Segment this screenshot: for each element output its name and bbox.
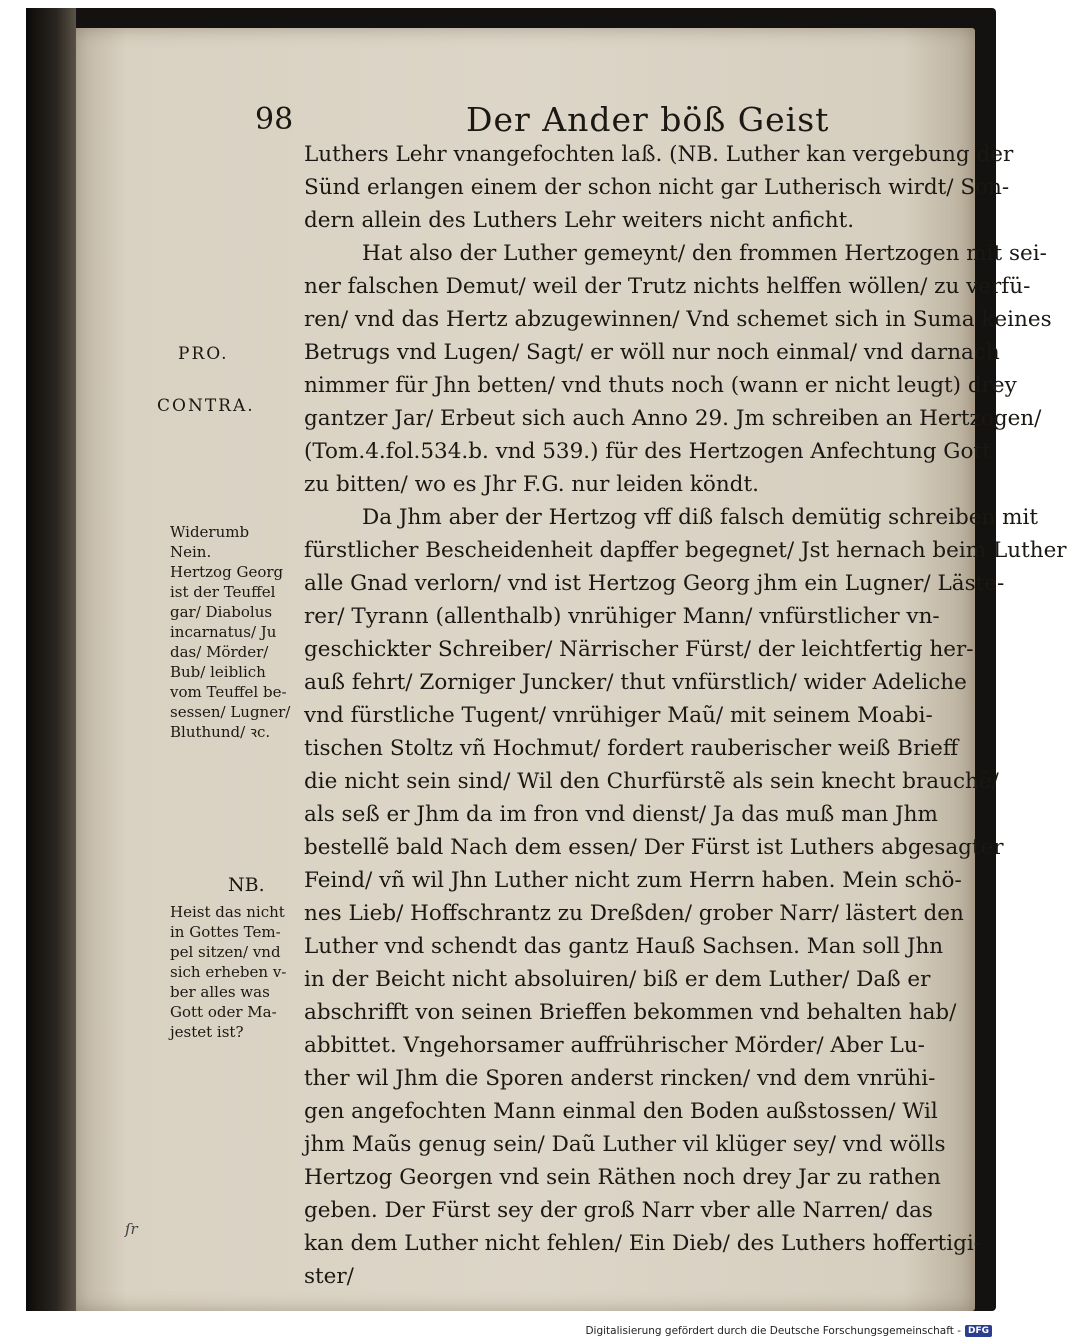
margin-note-widerumb [170,522,300,742]
text-line: nes Lieb/ Hoffschrantz zu Dreßden/ grober Narr/ lästert den [304,901,964,926]
page-number: 98 [255,102,294,137]
text-line: zu bitten/ wo es Jhr F.G. nur leiden köndt. [304,472,759,497]
text-line: geben. Der Fürst sey der groß Narr vber alle Narren/ das [304,1198,933,1223]
margin-note-line: Nein. [170,543,212,561]
digitization-credit [585,1325,992,1337]
text-line: alle Gnad verlorn/ vnd ist Hertzog Georg jhm ein Lugner/ Läste- [304,571,1005,596]
running-head: Der Ander böß Geist [466,100,830,139]
margin-note-line: Hertzog Georg [170,563,284,581]
text-line: abbittet. Vngehorsamer auffrührischer Mörder/ Aber Lu- [304,1033,925,1058]
margin-note-line: incarnatus/ Ju [170,623,277,641]
text-line: kan dem Luther nicht fehlen/ Ein Dieb/ des Luthers hoffertigi- [304,1231,982,1256]
margin-note-line: Heist das nicht [170,903,285,921]
text-line: dern allein des Luthers Lehr weiters nicht anficht. [304,208,855,233]
text-line: Da Jhm aber der Hertzog vff diß falsch demütig schreiben mit [362,505,1039,530]
credit-text: Digitalisierung gefördert durch die Deutsche Forschungsgemeinschaft - [585,1325,961,1337]
dfg-logo: DFG [965,1325,992,1337]
text-line: tischen Stoltz vñ Hochmut/ fordert rauberischer weiß Brieff [304,736,959,761]
text-line: ren/ vnd das Hertz abzugewinnen/ Vnd schemet sich in Suma keines [304,307,1052,332]
margin-nb: NB. [228,874,265,896]
text-line: rer/ Tyrann (allenthalb) vnrühiger Mann/ vnfürstlicher vn- [304,604,940,629]
text-line: Betrugs vnd Lugen/ Sagt/ er wöll nur noch einmal/ vnd darnach [304,340,1000,365]
book-spine [26,8,76,1311]
text-line: gen angefochten Mann einmal den Boden außstossen/ Wil [304,1099,938,1124]
stray-mark: ſr [125,1220,138,1238]
text-line: ner falschen Demut/ weil der Trutz nichts helffen wöllen/ zu verfü- [304,274,1031,299]
margin-note-line: sich erheben v- [170,963,287,981]
margin-note-line: pel sitzen/ vnd [170,943,281,961]
text-line: Feind/ vñ wil Jhn Luther nicht zum Herrn haben. Mein schö- [304,868,962,893]
text-line: (Tom.4.fol.534.b. vnd 539.) für des Hertzogen Anfechtung Gott [304,439,991,464]
body-text [304,138,1067,1293]
text-line: die nicht sein sind/ Wil den Churfürstẽ als sein knecht brauchẽ/ [304,769,999,794]
margin-note-heist [170,902,300,1042]
margin-note-line: Bub/ leiblich [170,663,266,681]
margin-pro: PRO. [178,344,229,364]
text-line: jhm Maũs genug sein/ Daũ Luther vil klüger sey/ vnd wölls [304,1132,946,1157]
margin-note-line: in Gottes Tem- [170,923,281,941]
margin-note-line: gar/ Diabolus [170,603,273,621]
text-line: fürstlicher Bescheidenheit dapffer begegnet/ Jst hernach beim Luther [304,538,1067,563]
text-line: ther wil Jhm die Sporen anderst rincken/ vnd dem vnrühi- [304,1066,936,1091]
text-line: geschickter Schreiber/ Närrischer Fürst/ der leichtfertig her- [304,637,974,662]
margin-note-line: Widerumb [170,523,250,541]
text-line: auß fehrt/ Zorniger Juncker/ thut vnfürstlich/ wider Adeliche [304,670,967,695]
margin-contra: CONTRA. [157,396,255,416]
text-line: Hertzog Georgen vnd sein Räthen noch drey Jar zu rathen [304,1165,941,1190]
text-line: Hat also der Luther gemeynt/ den frommen Hertzogen mit sei- [362,241,1047,266]
margin-note-line: Gott oder Ma- [170,1003,277,1021]
text-line: Luther vnd schendt das gantz Hauß Sachsen. Man soll Jhn [304,934,944,959]
margin-note-line: jestet ist? [170,1023,244,1041]
margin-note-line: Bluthund/ ꝛc. [170,723,271,741]
margin-note-line: das/ Mörder/ [170,643,269,661]
text-line: in der Beicht nicht absoluiren/ biß er dem Luther/ Daß er [304,967,931,992]
text-line: ster/ [304,1264,354,1289]
text-line: bestellẽ bald Nach dem essen/ Der Fürst ist Luthers abgesagter [304,835,1004,860]
margin-note-line: ist der Teuffel [170,583,276,601]
text-line: abschrifft von seinen Brieffen bekommen vnd behalten hab/ [304,1000,957,1025]
text-line: nimmer für Jhn betten/ vnd thuts noch (wann er nicht leugt) drey [304,373,1017,398]
margin-note-line: sessen/ Lugner/ [170,703,291,721]
margin-note-line: ber alles was [170,983,270,1001]
text-line: als seß er Jhm da im fron vnd dienst/ Ja das muß man Jhm [304,802,938,827]
text-line: Luthers Lehr vnangefochten laß. (NB. Luther kan vergebung der [304,142,1014,167]
margin-note-line: vom Teuffel be- [170,683,287,701]
text-line: Sünd erlangen einem der schon nicht gar Lutherisch wirdt/ Son- [304,175,1010,200]
text-line: gantzer Jar/ Erbeut sich auch Anno 29. Jm schreiben an Hertzogen/ [304,406,1042,431]
text-line: vnd fürstliche Tugent/ vnrühiger Maũ/ mit seinem Moabi- [304,703,933,728]
